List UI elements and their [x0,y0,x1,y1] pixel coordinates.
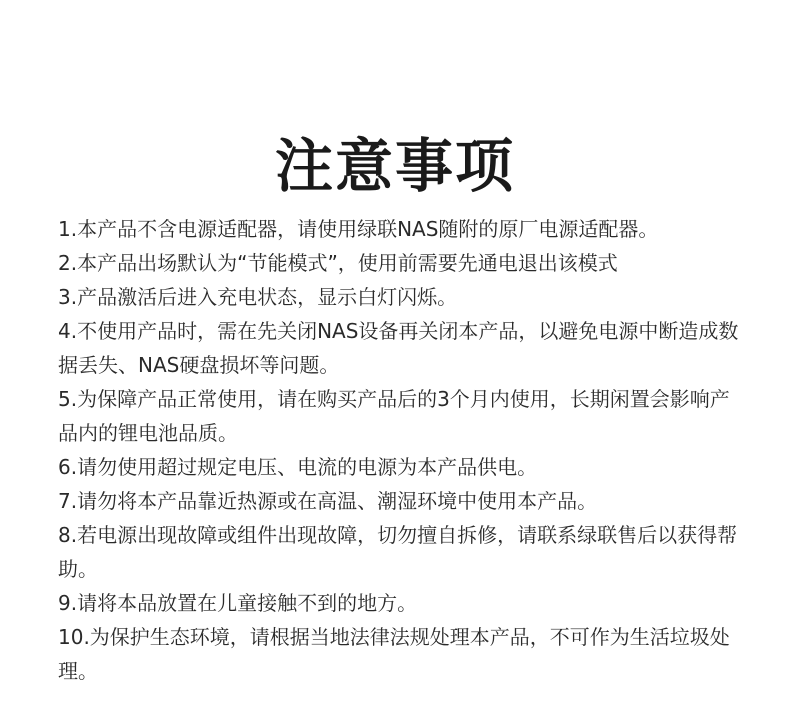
note-item-2: 2.本产品出场默认为“节能模式”，使用前需要先通电退出该模式 [58,251,618,275]
note-item-9: 9.请将本品放置在儿童接触不到的地方。 [58,591,418,615]
note-item-7: 7.请勿将本产品靠近热源或在高温、潮湿环境中使用本产品。 [58,489,598,513]
note-item-4: 4.不使用产品时，需在先关闭NAS设备再关闭本产品，以避免电源中断造成数据丢失、NAS硬盘损坏等问题。 [58,319,739,377]
page-title: 注意事项 [274,131,515,200]
note-item-5: 5.为保障产品正常使用，请在购买产品后的3个月内使用，长期闲置会影响产品内的锂电池品质。 [58,387,730,445]
notes-list [58,212,748,688]
note-item-8: 8.若电源出现故障或组件出现故障，切勿擅自拆修，请联系绿联售后以获得帮助。 [58,523,738,581]
note-item-3: 3.产品激活后进入充电状态，显示白灯闪烁。 [58,285,458,309]
note-item-10: 10.为保护生态环境，请根据当地法律法规处理本产品，不可作为生活垃圾处理。 [58,625,730,683]
note-item-1: 1.本产品不含电源适配器，请使用绿联NAS随附的原厂电源适配器。 [58,217,659,241]
note-item-6: 6.请勿使用超过规定电压、电流的电源为本产品供电。 [58,455,538,479]
